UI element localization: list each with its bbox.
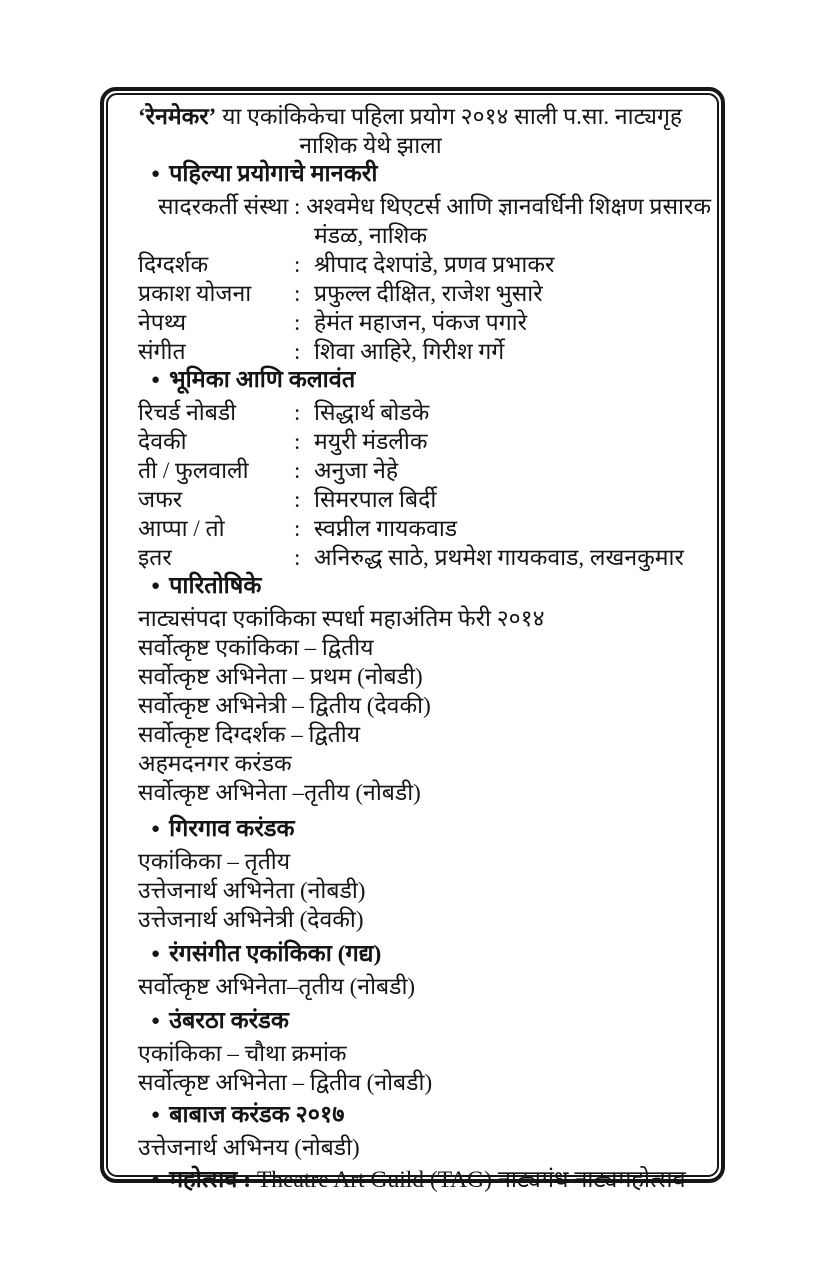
role-name: रिचर्ड नोबडी xyxy=(138,400,237,425)
cast-colon: : xyxy=(294,545,301,570)
credit-colon: : xyxy=(294,310,301,335)
heading-text: गिरगाव करंडक xyxy=(169,816,295,842)
credit-label: संगीत xyxy=(138,339,186,364)
bullet-icon: ● xyxy=(151,166,161,182)
actor-name: मयुरी मंडलीक xyxy=(314,429,428,454)
section-heading-awards xyxy=(138,572,703,604)
credit-row xyxy=(138,279,703,308)
cast-row xyxy=(138,456,703,485)
credit-label: दिग्दर्शक xyxy=(138,252,209,277)
section-heading-rangsangeet xyxy=(138,940,703,972)
heading-text: पारितोषिके xyxy=(169,573,262,599)
section-heading-first-performance xyxy=(138,160,703,192)
credit-row xyxy=(138,250,703,279)
cast-colon: : xyxy=(294,487,301,512)
bullet-icon: ● xyxy=(151,1107,161,1123)
role-name: ती / फुलवाली xyxy=(138,458,249,483)
cast-colon: : xyxy=(294,429,301,454)
bullet-icon: ● xyxy=(151,578,161,594)
credit-colon: : xyxy=(294,339,301,364)
actor-name: स्वप्नील गायकवाड xyxy=(314,516,458,541)
award-line: सर्वोत्कृष्ट दिग्दर्शक – द्वितीय xyxy=(138,722,361,747)
section-heading-cast xyxy=(138,366,703,398)
credit-row xyxy=(138,337,703,366)
award-line: सर्वोत्कृष्ट एकांकिका – द्वितीय xyxy=(138,635,374,660)
section-heading-girgaon-trophy xyxy=(138,815,703,847)
cast-row xyxy=(138,514,703,543)
play-name: ‘रेनमेकर’ xyxy=(138,104,217,129)
festival-text: Theatre Art Guild (TAG) नाट्यगंध नाट्यमहोत्सव xyxy=(251,1167,686,1193)
bullet-icon: ● xyxy=(151,946,161,962)
award-line: सर्वोत्कृष्ट अभिनेता – द्वितीव (नोबडी) xyxy=(138,1070,433,1095)
award-line: सर्वोत्कृष्ट अभिनेता –तृतीय (नोबडी) xyxy=(138,780,421,805)
producing-org-line-1: सादरकर्ती संस्था : अश्वमेध थिएटर्स आणि ज्ञानवर्धिनी शिक्षण प्रसारक xyxy=(158,194,712,219)
credit-label: नेपथ्य xyxy=(138,310,187,335)
award-line: उत्तेजनार्थ अभिनय (नोबडी) xyxy=(138,1135,360,1160)
actor-name: सिद्धार्थ बोडके xyxy=(314,400,430,425)
award-line: एकांकिका – चौथा क्रमांक xyxy=(138,1041,347,1066)
credit-value: प्रफुल्ल दीक्षित, राजेश भुसारे xyxy=(314,281,543,306)
award-line: नाट्यसंपदा एकांकिका स्पर्धा महाअंतिम फेरी २०१४ xyxy=(138,606,545,631)
award-line: अहमदनगर करंडक xyxy=(138,751,292,776)
cast-row xyxy=(138,398,703,427)
festival-label: महोत्सव : xyxy=(169,1167,252,1193)
cast-row xyxy=(138,427,703,456)
award-line: सर्वोत्कृष्ट अभिनेता–तृतीय (नोबडी) xyxy=(138,974,416,999)
award-line: सर्वोत्कृष्ट अभिनेत्री – द्वितीय (देवकी) xyxy=(138,693,431,718)
actor-name: अनिरुद्ध साठे, प्रथमेश गायकवाड, लखनकुमार xyxy=(314,545,684,570)
award-line: उत्तेजनार्थ अभिनेता (नोबडी) xyxy=(138,878,366,903)
credit-value: शिवा आहिरे, गिरीश गर्गे xyxy=(314,339,505,364)
bullet-icon: ● xyxy=(151,1172,161,1188)
award-line: सर्वोत्कृष्ट अभिनेता – प्रथम (नोबडी) xyxy=(138,664,423,689)
heading-text: बाबाज करंडक २०१७ xyxy=(169,1102,345,1128)
title-line-1 xyxy=(138,102,703,131)
cast-colon: : xyxy=(294,516,301,541)
actor-name: सिमरपाल बिर्दी xyxy=(314,487,437,512)
credit-value: हेमंत महाजन, पंकज पगारे xyxy=(314,310,528,335)
award-line: एकांकिका – तृतीय xyxy=(138,849,291,874)
cast-colon: : xyxy=(294,400,301,425)
role-name: इतर xyxy=(138,545,172,570)
section-heading-umbartha-trophy xyxy=(138,1007,703,1039)
title-line-2: नाशिक येथे झाला xyxy=(299,133,442,158)
credit-row xyxy=(138,308,703,337)
credit-colon: : xyxy=(294,281,301,306)
festival-line xyxy=(138,1166,703,1198)
producing-org-line-2: मंडळ, नाशिक xyxy=(313,223,428,248)
award-line: उत्तेजनार्थ अभिनेत्री (देवकी) xyxy=(138,907,364,932)
page-border-frame xyxy=(100,87,725,1193)
bullet-icon: ● xyxy=(151,821,161,837)
heading-text: पहिल्या प्रयोगाचे मानकरी xyxy=(169,161,378,187)
title-rest: या एकांकिकेचा पहिला प्रयोग २०१४ साली प.सा. नाट्यगृह xyxy=(216,104,683,129)
cast-row xyxy=(138,543,703,572)
credit-label: प्रकाश योजना xyxy=(138,281,252,306)
role-name: जफर xyxy=(138,487,183,512)
actor-name: अनुजा नेहे xyxy=(314,458,399,483)
role-name: देवकी xyxy=(138,429,187,454)
bullet-icon: ● xyxy=(151,1013,161,1029)
cast-row xyxy=(138,485,703,514)
section-heading-babaj-trophy xyxy=(138,1101,703,1133)
credit-value: श्रीपाद देशपांडे, प्रणव प्रभाकर xyxy=(314,252,555,277)
bullet-icon: ● xyxy=(151,372,161,388)
heading-text: उंबरठा करंडक xyxy=(169,1008,289,1034)
page-content xyxy=(106,93,719,1193)
heading-text: भूमिका आणि कलावंत xyxy=(169,367,356,393)
cast-colon: : xyxy=(294,458,301,483)
credit-colon: : xyxy=(294,252,301,277)
role-name: आप्पा / तो xyxy=(138,516,225,541)
heading-text: रंगसंगीत एकांकिका (गद्य) xyxy=(169,941,382,967)
